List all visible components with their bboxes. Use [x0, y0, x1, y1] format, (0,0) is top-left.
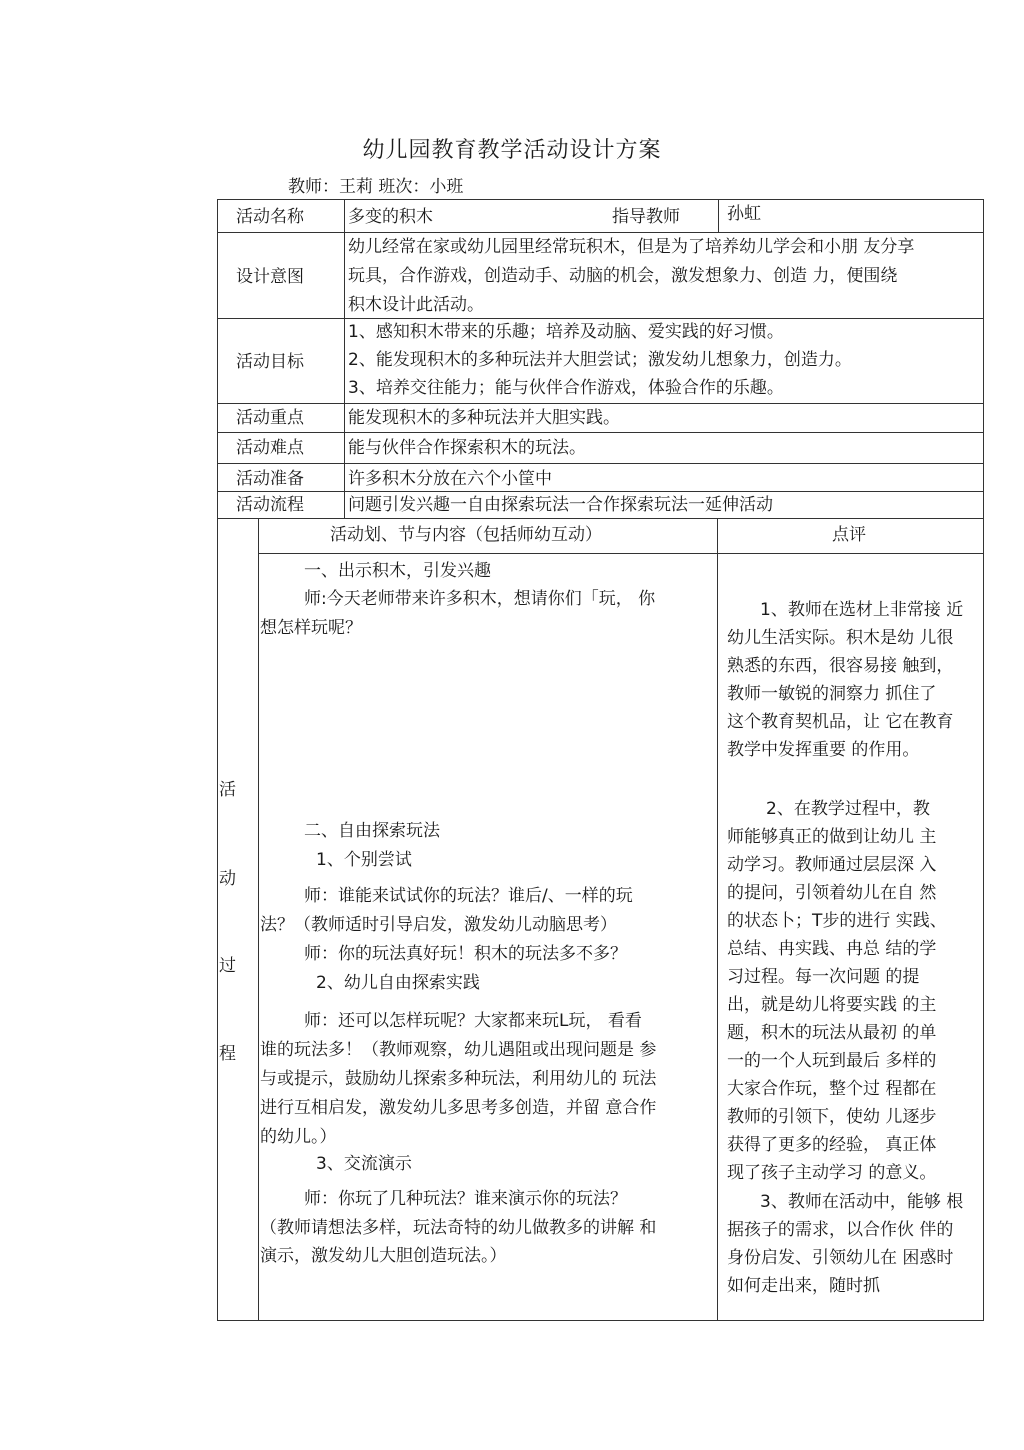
content-line: 二、自由探索玩法 [304, 821, 440, 841]
content-line: 师：谁能来试试你的玩法？谁后/、一样的玩 [304, 886, 633, 906]
review-line: 1、教师在选材上非常接 近 [760, 600, 964, 620]
intent-line: 积木设计此活动。 [348, 295, 484, 315]
table-rule [344, 199, 345, 519]
content-line: （教师请想法多样，玩法奇特的幼儿做教多的讲解 和 [260, 1218, 657, 1238]
teacher-class-line: 教师：王莉 班次：小班 [288, 177, 464, 197]
table-rule [217, 199, 984, 200]
flow-label: 活动流程 [236, 495, 304, 515]
content-line: 进行互相启发，激发幼儿多思考多创造，并留 意合作 [260, 1098, 657, 1118]
review-line: 出，就是幼儿将要实践 的主 [727, 995, 937, 1015]
table-rule [217, 403, 984, 404]
review-line: 如何走出来，随时抓 [727, 1276, 880, 1296]
key-point-label: 活动重点 [236, 408, 304, 428]
review-line: 这个教育契机品，让 它在教育 [727, 712, 954, 732]
flow-value: 问题引发兴趣一自由探索玩法一合作探索玩法一延伸活动 [348, 495, 773, 515]
review-line: 大家合作玩，整个过 程都在 [727, 1079, 937, 1099]
difficulty-label: 活动难点 [236, 438, 304, 458]
goal-line: 2、能发现积木的多种玩法并大胆尝试；激发幼儿想象力，创造力。 [348, 350, 852, 370]
difficulty-value: 能与伙伴合作探索积木的玩法。 [348, 438, 586, 458]
process-side-char: 动 [219, 869, 236, 889]
process-side-char: 程 [219, 1044, 236, 1064]
content-line: 法？（教师适时引导启发，激发幼儿动脑思考） [260, 915, 617, 935]
table-rule [217, 432, 984, 433]
content-line: 师：你玩了几种玩法？谁来演示你的玩法？ [304, 1189, 627, 1209]
table-rule [258, 518, 259, 1321]
review-line: 幼儿生活实际。积木是幼 儿很 [727, 628, 954, 648]
goal-line: 1、感知积木带来的乐趣；培养及动脑、爱实践的好习惯。 [348, 322, 784, 342]
review-line: 获得了更多的经验， 真正体 [727, 1135, 937, 1155]
process-side-char: 过 [219, 956, 236, 976]
content-line: 一、出示积木，引发兴趣 [304, 561, 491, 581]
table-rule [217, 199, 218, 1321]
activity-name-value: 多变的积木 [348, 207, 433, 227]
content-line: 1、个别尝试 [316, 850, 412, 870]
review-line: 3、教师在活动中，能够 根 [760, 1192, 964, 1212]
review-line: 教师的引领下，使幼 儿逐步 [727, 1107, 937, 1127]
review-line: 总结、冉实践、冉总 结的学 [727, 939, 937, 959]
content-line: 师：还可以怎样玩呢？大家都来玩L玩， 看看 [304, 1011, 642, 1031]
table-rule [717, 518, 718, 1321]
table-rule [217, 463, 984, 464]
key-point-value: 能发现积木的多种玩法并大胆实践。 [348, 408, 620, 428]
content-line: 的幼儿。） [260, 1127, 337, 1147]
content-line: 与或提示，鼓励幼儿探索多种玩法，利用幼儿的 玩法 [260, 1069, 657, 1089]
review-line: 师能够真正的做到让幼儿 主 [727, 827, 937, 847]
preparation-label: 活动准备 [236, 469, 304, 489]
review-column-header: 点评 [832, 525, 866, 545]
content-column-header: 活动划、节与内容（包括师幼互动） [330, 525, 602, 545]
table-rule [217, 518, 984, 519]
goal-line: 3、培养交往能力；能与伙伴合作游戏，体验合作的乐趣。 [348, 378, 784, 398]
review-line: 身份启发、引领幼儿在 困惑时 [727, 1248, 954, 1268]
content-line: 2、幼儿自由探索实践 [316, 973, 480, 993]
guide-teacher-value: 孙虹 [727, 204, 761, 224]
review-line: 熟悉的东西，很容易接 触到， [727, 656, 954, 676]
review-line: 据孩子的需求，以合作伙 伴的 [727, 1220, 954, 1240]
review-line: 2、在教学过程中，教 [766, 799, 930, 819]
table-rule [217, 491, 984, 492]
guide-teacher-label: 指导教师 [612, 207, 680, 227]
review-line: 习过程。每一次问题 的提 [727, 967, 920, 987]
content-line: 师:今天老师带来许多积木，想请你们「玩， 你 [304, 589, 656, 609]
content-line: 3、交流演示 [316, 1154, 412, 1174]
design-intent-label: 设计意图 [236, 267, 304, 287]
content-line: 演示，激发幼儿大胆创造玩法。） [260, 1246, 507, 1266]
review-line: 现了孩子主动学习 的意义。 [727, 1163, 937, 1183]
review-line: 的提问，引领着幼儿在自 然 [727, 883, 937, 903]
page-title: 幼儿园教育教学活动设计方案 [362, 138, 662, 163]
review-line: 题，积木的玩法从最初 的单 [727, 1023, 937, 1043]
review-line: 的状态卜；T步的进行 实践、 [727, 911, 947, 931]
intent-line: 幼儿经常在家或幼儿园里经常玩积木，但是为了培养幼儿学会和小朋 友分享 [348, 237, 915, 257]
review-line: 一的一个人玩到最后 多样的 [727, 1051, 937, 1071]
content-line: 谁的玩法多！（教师观察，幼儿遇阻或出现问题是 参 [260, 1040, 657, 1060]
activity-goal-label: 活动目标 [236, 352, 304, 372]
content-line: 师：你的玩法真好玩！积木的玩法多不多？ [304, 944, 627, 964]
intent-line: 玩具，合作游戏，创造动手、动脑的机会，激发想象力、创造 力，便围绕 [348, 266, 898, 286]
content-line: 想怎样玩呢？ [260, 618, 362, 638]
review-line: 教学中发挥重要 的作用。 [727, 740, 920, 760]
process-side-char: 活 [219, 780, 236, 800]
activity-name-label: 活动名称 [236, 207, 304, 227]
review-line: 教师一敏锐的洞察力 抓住了 [727, 684, 937, 704]
table-rule [718, 199, 719, 233]
table-rule [983, 199, 984, 1321]
preparation-value: 许多积木分放在六个小筐中 [348, 469, 552, 489]
review-line: 动学习。教师通过层层深 入 [727, 855, 937, 875]
table-rule [258, 553, 984, 554]
table-rule [217, 1320, 984, 1321]
